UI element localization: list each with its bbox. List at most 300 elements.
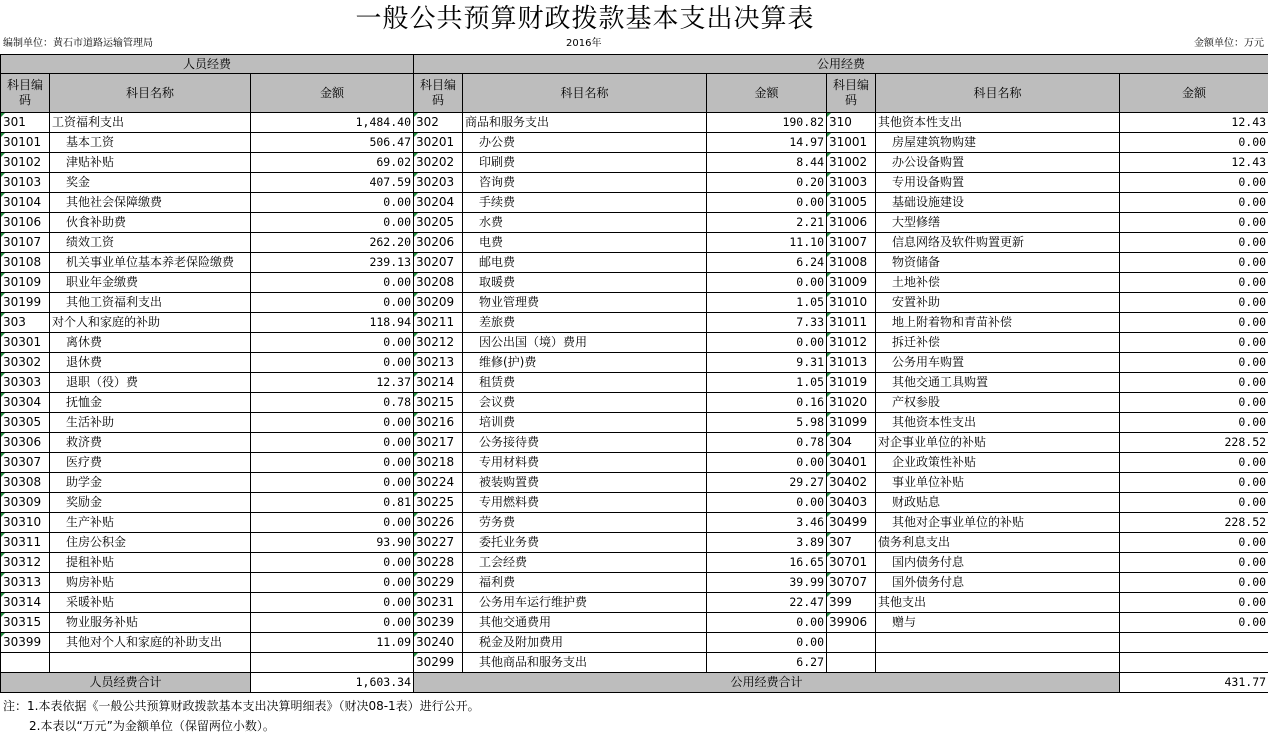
amount-cell: 239.13: [251, 253, 414, 273]
subject-code: 30301: [1, 333, 50, 353]
subject-code: 31008: [827, 253, 876, 273]
subject-code: 30299: [414, 653, 463, 673]
subject-code: 30308: [1, 473, 50, 493]
amount-cell: 0.00: [707, 193, 827, 213]
subject-code: 30211: [414, 313, 463, 333]
table-row: [1, 393, 1268, 413]
amount-cell: 0.00: [1120, 413, 1268, 433]
amount-cell: 22.47: [707, 593, 827, 613]
subject-name: 职业年金缴费: [50, 273, 251, 293]
subject-name: 拆迁补偿: [876, 333, 1120, 353]
amount-cell: [1120, 633, 1268, 653]
amount-cell: 16.65: [707, 553, 827, 573]
amount-cell: 262.20: [251, 233, 414, 253]
subject-code: 30205: [414, 213, 463, 233]
subject-name: 物业服务补贴: [50, 613, 251, 633]
table-row: [1, 493, 1268, 513]
subject-name: 邮电费: [463, 253, 707, 273]
subject-name: 电费: [463, 233, 707, 253]
amount-cell: 0.00: [1120, 593, 1268, 613]
subject-code: 31007: [827, 233, 876, 253]
amount-cell: 29.27: [707, 473, 827, 493]
subject-code: 30201: [414, 133, 463, 153]
subject-name: 提租补贴: [50, 553, 251, 573]
subject-code: 30203: [414, 173, 463, 193]
amount-cell: 0.00: [251, 193, 414, 213]
subject-code: 31006: [827, 213, 876, 233]
subject-code: 30701: [827, 553, 876, 573]
amount-cell: 0.78: [707, 433, 827, 453]
subject-code: 31012: [827, 333, 876, 353]
subject-code: 303: [1, 313, 50, 333]
amount-cell: 6.24: [707, 253, 827, 273]
subject-name: 其他交通费用: [463, 613, 707, 633]
col-header-code: 科目编码: [414, 74, 463, 113]
table-row: [1, 433, 1268, 453]
subject-code: 30106: [1, 213, 50, 233]
amount-cell: 0.20: [707, 173, 827, 193]
amount-cell: 1.05: [707, 373, 827, 393]
amount-cell: 0.00: [251, 473, 414, 493]
amount-cell: 0.00: [1120, 213, 1268, 233]
subject-code: 30228: [414, 553, 463, 573]
subject-code: 30313: [1, 573, 50, 593]
subject-code: 30227: [414, 533, 463, 553]
amount-cell: 3.89: [707, 533, 827, 553]
subject-code: 30707: [827, 573, 876, 593]
amount-cell: 0.00: [707, 493, 827, 513]
subject-name: 水费: [463, 213, 707, 233]
amount-cell: 12.43: [1120, 153, 1268, 173]
subject-name: 房屋建筑物购建: [876, 133, 1120, 153]
subject-name: 会议费: [463, 393, 707, 413]
subject-code: 30403: [827, 493, 876, 513]
subject-code: 399: [827, 593, 876, 613]
subject-name: 委托业务费: [463, 533, 707, 553]
subject-name: 机关事业单位基本养老保险缴费: [50, 253, 251, 273]
col-header-amount: 金额: [1120, 74, 1268, 113]
subject-name: 医疗费: [50, 453, 251, 473]
subject-code: 30302: [1, 353, 50, 373]
subject-name: 其他资本性支出: [876, 413, 1120, 433]
subject-name: 专用燃料费: [463, 493, 707, 513]
subject-code: 304: [827, 433, 876, 453]
subject-code: 30217: [414, 433, 463, 453]
subject-code: 30218: [414, 453, 463, 473]
report-year: 2016年: [566, 38, 602, 49]
col-header-amount: 金额: [707, 74, 827, 113]
col-header-amount: 金额: [251, 74, 414, 113]
subject-name: 专用材料费: [463, 453, 707, 473]
subject-name: 退职（役）费: [50, 373, 251, 393]
subject-code: 30216: [414, 413, 463, 433]
amount-cell: 0.00: [251, 433, 414, 453]
subject-code: 31005: [827, 193, 876, 213]
subject-name: 公务用车购置: [876, 353, 1120, 373]
subject-name: 办公设备购置: [876, 153, 1120, 173]
amount-cell: 0.00: [1120, 313, 1268, 333]
amount-cell: 1.05: [707, 293, 827, 313]
subject-code: 30109: [1, 273, 50, 293]
subject-name: 债务利息支出: [876, 533, 1120, 553]
subject-code: 307: [827, 533, 876, 553]
subject-name: 手续费: [463, 193, 707, 213]
subject-name: 公务接待费: [463, 433, 707, 453]
subject-code: 30312: [1, 553, 50, 573]
table-row: [1, 473, 1268, 493]
subject-name: 租赁费: [463, 373, 707, 393]
amount-cell: 0.00: [251, 573, 414, 593]
table-row: [1, 633, 1268, 653]
table-row: [1, 313, 1268, 333]
subject-name: 其他交通工具购置: [876, 373, 1120, 393]
subject-code: 30107: [1, 233, 50, 253]
subject-code: 30209: [414, 293, 463, 313]
subject-name: 其他支出: [876, 593, 1120, 613]
subject-code: 30225: [414, 493, 463, 513]
subject-code: 30207: [414, 253, 463, 273]
amount-cell: 0.00: [1120, 193, 1268, 213]
subject-name: 财政贴息: [876, 493, 1120, 513]
subject-code: 30224: [414, 473, 463, 493]
amount-cell: 0.00: [1120, 253, 1268, 273]
table-row: [1, 173, 1268, 193]
amount-unit: 金额单位：万元: [1194, 38, 1264, 49]
subject-code: [1, 653, 50, 673]
subject-name: 物业管理费: [463, 293, 707, 313]
table-row: [1, 553, 1268, 573]
subject-code: 30208: [414, 273, 463, 293]
subject-code: 30306: [1, 433, 50, 453]
amount-cell: 0.00: [251, 353, 414, 373]
table-row: [1, 233, 1268, 253]
amount-cell: 228.52: [1120, 433, 1268, 453]
subject-code: 31009: [827, 273, 876, 293]
table-row: [1, 153, 1268, 173]
amount-cell: 5.98: [707, 413, 827, 433]
subject-name: 专用设备购置: [876, 173, 1120, 193]
subject-code: 30199: [1, 293, 50, 313]
amount-cell: 0.16: [707, 393, 827, 413]
subject-name: 采暖补贴: [50, 593, 251, 613]
subject-name: 其他资本性支出: [876, 113, 1120, 133]
subject-code: 31001: [827, 133, 876, 153]
amount-cell: 2.21: [707, 213, 827, 233]
amount-cell: 69.02: [251, 153, 414, 173]
subject-name: 大型修缮: [876, 213, 1120, 233]
amount-cell: 3.46: [707, 513, 827, 533]
subject-code: 30101: [1, 133, 50, 153]
amount-cell: 0.00: [251, 513, 414, 533]
subject-name: 因公出国（境）费用: [463, 333, 707, 353]
subject-code: 30231: [414, 593, 463, 613]
expenditure-table: [0, 54, 1268, 693]
subject-name: 对企事业单位的补贴: [876, 433, 1120, 453]
subject-name: 基础设施建设: [876, 193, 1120, 213]
table-row: [1, 513, 1268, 533]
subject-code: 30103: [1, 173, 50, 193]
amount-cell: 0.00: [251, 293, 414, 313]
col-header-code: 科目编码: [827, 74, 876, 113]
subject-name: [50, 653, 251, 673]
subject-name: 国外债务付息: [876, 573, 1120, 593]
subject-code: 30307: [1, 453, 50, 473]
subject-code: 31013: [827, 353, 876, 373]
amount-cell: 0.00: [707, 273, 827, 293]
subject-code: 30499: [827, 513, 876, 533]
subject-code: 30206: [414, 233, 463, 253]
amount-cell: 0.00: [1120, 353, 1268, 373]
table-row: [1, 653, 1268, 673]
subject-name: 津贴补贴: [50, 153, 251, 173]
amount-cell: 407.59: [251, 173, 414, 193]
subject-name: 住房公积金: [50, 533, 251, 553]
amount-cell: 12.43: [1120, 113, 1268, 133]
subject-code: 302: [414, 113, 463, 133]
amount-cell: 0.00: [1120, 293, 1268, 313]
subject-code: 31019: [827, 373, 876, 393]
amount-cell: 0.00: [707, 633, 827, 653]
subject-name: 安置补助: [876, 293, 1120, 313]
subject-code: 30309: [1, 493, 50, 513]
subject-name: 差旅费: [463, 313, 707, 333]
amount-cell: 0.00: [251, 593, 414, 613]
subject-name: [876, 633, 1120, 653]
amount-cell: 39.99: [707, 573, 827, 593]
subject-name: 产权参股: [876, 393, 1120, 413]
subject-name: 对个人和家庭的补助: [50, 313, 251, 333]
table-row: [1, 613, 1268, 633]
amount-cell: 11.09: [251, 633, 414, 653]
subject-name: 取暖费: [463, 273, 707, 293]
subject-name: 其他工资福利支出: [50, 293, 251, 313]
amount-cell: 12.37: [251, 373, 414, 393]
amount-cell: 0.00: [1120, 393, 1268, 413]
col-header-name: 科目名称: [876, 74, 1120, 113]
amount-cell: 11.10: [707, 233, 827, 253]
col-header-code: 科目编码: [1, 74, 50, 113]
subject-name: 购房补贴: [50, 573, 251, 593]
subject-code: 30315: [1, 613, 50, 633]
amount-cell: 6.27: [707, 653, 827, 673]
subject-code: 30401: [827, 453, 876, 473]
col-header-name: 科目名称: [50, 74, 251, 113]
amount-cell: 0.00: [1120, 453, 1268, 473]
amount-cell: 0.00: [251, 413, 414, 433]
subject-name: 基本工资: [50, 133, 251, 153]
subject-name: 其他对个人和家庭的补助支出: [50, 633, 251, 653]
amount-cell: 0.00: [1120, 613, 1268, 633]
public-total-label: 公用经费合计: [414, 673, 1120, 693]
subject-name: 物资储备: [876, 253, 1120, 273]
subject-code: 31020: [827, 393, 876, 413]
amount-cell: 0.00: [1120, 233, 1268, 253]
amount-cell: 0.00: [1120, 373, 1268, 393]
table-row: [1, 353, 1268, 373]
subject-code: 30214: [414, 373, 463, 393]
table-row: [1, 333, 1268, 353]
subject-code: 30212: [414, 333, 463, 353]
subject-name: 工会经费: [463, 553, 707, 573]
amount-cell: 0.00: [707, 333, 827, 353]
amount-cell: 0.00: [251, 553, 414, 573]
section-public: 公用经费: [414, 55, 1268, 74]
amount-cell: 0.00: [1120, 173, 1268, 193]
subject-name: 离休费: [50, 333, 251, 353]
compiling-unit: 编制单位：黄石市道路运输管理局: [3, 38, 153, 49]
amount-cell: 0.00: [251, 333, 414, 353]
table-row: [1, 253, 1268, 273]
subject-code: 30215: [414, 393, 463, 413]
page-title: 一般公共预算财政拨款基本支出决算表: [355, 4, 815, 34]
subject-code: 39906: [827, 613, 876, 633]
totals-row: [1, 673, 1268, 693]
personnel-total-label: 人员经费合计: [1, 673, 251, 693]
amount-cell: 0.00: [251, 453, 414, 473]
subject-code: 31011: [827, 313, 876, 333]
footnotes: [3, 696, 480, 736]
subject-code: 30310: [1, 513, 50, 533]
amount-cell: 0.00: [1120, 493, 1268, 513]
amount-cell: 0.81: [251, 493, 414, 513]
subject-code: [827, 633, 876, 653]
amount-cell: 0.00: [1120, 533, 1268, 553]
table-row: [1, 593, 1268, 613]
subject-name: 救济费: [50, 433, 251, 453]
subject-name: 税金及附加费用: [463, 633, 707, 653]
subject-name: 被装购置费: [463, 473, 707, 493]
subject-name: 奖励金: [50, 493, 251, 513]
table-row: [1, 413, 1268, 433]
subject-code: 30311: [1, 533, 50, 553]
subject-name: 国内债务付息: [876, 553, 1120, 573]
subject-code: 31002: [827, 153, 876, 173]
subject-code: 30240: [414, 633, 463, 653]
subject-name: 其他对企事业单位的补贴: [876, 513, 1120, 533]
subject-code: 30108: [1, 253, 50, 273]
table-row: [1, 133, 1268, 153]
amount-cell: 0.00: [1120, 133, 1268, 153]
subject-code: 30402: [827, 473, 876, 493]
subject-name: 事业单位补贴: [876, 473, 1120, 493]
subject-name: 其他商品和服务支出: [463, 653, 707, 673]
table-row: [1, 373, 1268, 393]
col-header-name: 科目名称: [463, 74, 707, 113]
subject-code: 30104: [1, 193, 50, 213]
subject-name: 办公费: [463, 133, 707, 153]
subject-code: 30229: [414, 573, 463, 593]
table-row: [1, 113, 1268, 133]
subject-code: 30204: [414, 193, 463, 213]
amount-cell: [1120, 653, 1268, 673]
amount-cell: 118.94: [251, 313, 414, 333]
amount-cell: 1,484.40: [251, 113, 414, 133]
amount-cell: 0.00: [1120, 333, 1268, 353]
subject-code: 301: [1, 113, 50, 133]
subject-name: 伙食补助费: [50, 213, 251, 233]
footnote-2: 2.本表以“万元”为金额单位（保留两位小数）。: [29, 719, 275, 733]
amount-cell: 190.82: [707, 113, 827, 133]
table-row: [1, 573, 1268, 593]
section-personnel: 人员经费: [1, 55, 414, 74]
amount-cell: 93.90: [251, 533, 414, 553]
subject-name: 培训费: [463, 413, 707, 433]
table-row: [1, 193, 1268, 213]
table-row: [1, 453, 1268, 473]
amount-cell: 0.00: [707, 453, 827, 473]
subject-name: 抚恤金: [50, 393, 251, 413]
personnel-total-amount: 1,603.34: [251, 673, 414, 693]
subject-code: 310: [827, 113, 876, 133]
amount-cell: 0.00: [251, 273, 414, 293]
subject-name: 商品和服务支出: [463, 113, 707, 133]
amount-cell: 8.44: [707, 153, 827, 173]
subject-name: 奖金: [50, 173, 251, 193]
subject-name: 咨询费: [463, 173, 707, 193]
subject-name: 印刷费: [463, 153, 707, 173]
amount-cell: 0.00: [707, 613, 827, 633]
amount-cell: 0.00: [251, 213, 414, 233]
subject-name: 其他社会保障缴费: [50, 193, 251, 213]
subject-name: 福利费: [463, 573, 707, 593]
subject-name: 绩效工资: [50, 233, 251, 253]
table-row: [1, 293, 1268, 313]
subject-code: 30226: [414, 513, 463, 533]
subject-code: 30399: [1, 633, 50, 653]
subject-code: 31003: [827, 173, 876, 193]
subject-name: 退休费: [50, 353, 251, 373]
subject-name: 赠与: [876, 613, 1120, 633]
subject-code: [827, 653, 876, 673]
subject-code: 30102: [1, 153, 50, 173]
footnote-1: 注：1.本表依据《一般公共预算财政拨款基本支出决算明细表》（财决08-1表）进行公开。: [3, 699, 480, 713]
subject-code: 30239: [414, 613, 463, 633]
subject-name: 助学金: [50, 473, 251, 493]
subject-code: 30202: [414, 153, 463, 173]
amount-cell: 0.78: [251, 393, 414, 413]
subject-code: 31099: [827, 413, 876, 433]
table-row: [1, 533, 1268, 553]
table-row: [1, 213, 1268, 233]
amount-cell: 0.00: [251, 613, 414, 633]
subject-name: 工资福利支出: [50, 113, 251, 133]
subject-name: 企业政策性补贴: [876, 453, 1120, 473]
amount-cell: 0.00: [1120, 273, 1268, 293]
subject-name: 公务用车运行维护费: [463, 593, 707, 613]
amount-cell: [251, 653, 414, 673]
subject-code: 30213: [414, 353, 463, 373]
subject-code: 30314: [1, 593, 50, 613]
subject-code: 30305: [1, 413, 50, 433]
amount-cell: 7.33: [707, 313, 827, 333]
subject-name: 生产补贴: [50, 513, 251, 533]
amount-cell: 14.97: [707, 133, 827, 153]
subject-name: [876, 653, 1120, 673]
subject-name: 劳务费: [463, 513, 707, 533]
subject-code: 30304: [1, 393, 50, 413]
subject-code: 31010: [827, 293, 876, 313]
subject-name: 信息网络及软件购置更新: [876, 233, 1120, 253]
subject-name: 生活补助: [50, 413, 251, 433]
public-total-amount: 431.77: [1120, 673, 1268, 693]
subject-code: 30303: [1, 373, 50, 393]
amount-cell: 0.00: [1120, 573, 1268, 593]
subject-name: 维修(护)费: [463, 353, 707, 373]
amount-cell: 9.31: [707, 353, 827, 373]
amount-cell: 0.00: [1120, 553, 1268, 573]
subject-name: 土地补偿: [876, 273, 1120, 293]
amount-cell: 228.52: [1120, 513, 1268, 533]
